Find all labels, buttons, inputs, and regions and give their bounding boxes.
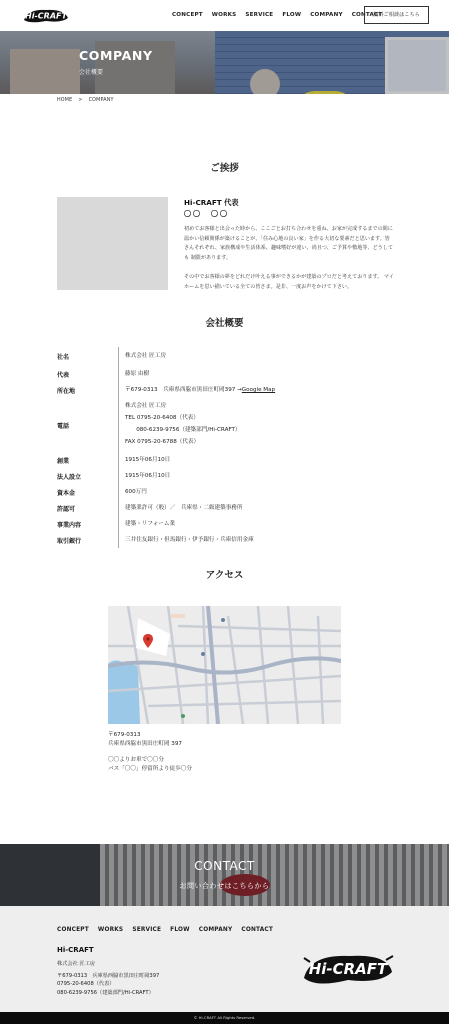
- table-row: [57, 347, 397, 366]
- row-label: 代表: [57, 366, 119, 382]
- directions-bus: バス「〇〇」停留所より徒歩〇分: [108, 765, 192, 772]
- footer-nav: [57, 927, 282, 933]
- footer-tel: 0795-20-6408（代表）: [57, 981, 115, 988]
- footer-brand: Hi-CRAFT: [57, 946, 94, 954]
- row-label: 創業: [57, 452, 119, 468]
- greeting-paragraph: その中でお客様の夢をどれだけ叶える事ができるかが建築のプロだと考えております。 マイホームを思い描いている全ての皆さま。是非、一度お声をかけて下さい。: [184, 273, 394, 290]
- row-value-line: 1915年06月10日: [125, 457, 171, 463]
- address-line: 兵庫県西脇市黒田庄町岡 397: [108, 740, 182, 747]
- row-value: [119, 484, 147, 500]
- table-row: [57, 398, 397, 452]
- greeting-body: [184, 225, 394, 302]
- nav-contact[interactable]: CONTACT: [351, 12, 383, 18]
- row-value: [119, 398, 241, 452]
- nav-works[interactable]: WORKS: [211, 12, 237, 18]
- row-value-line: 株式会社 匠工房: [125, 403, 166, 409]
- access-heading: アクセス: [205, 570, 244, 581]
- representative-photo: [57, 197, 168, 290]
- svg-text:Hi-CRAFT: Hi-CRAFT: [308, 960, 388, 978]
- breadcrumb-home[interactable]: HOME: [57, 98, 73, 103]
- free-consult-button[interactable]: 無料ご相談はこちら: [364, 6, 429, 24]
- postal-code: 〒679-0313: [108, 732, 141, 738]
- footer-company-info: [57, 960, 159, 997]
- access-address: [108, 731, 192, 773]
- breadcrumb-separator: >: [78, 98, 83, 103]
- greeting-heading: ご挨拶: [210, 163, 239, 174]
- row-label: 事業内容: [57, 516, 119, 532]
- table-row: [57, 516, 397, 532]
- page-title: COMPANY: [79, 48, 153, 63]
- table-row: [57, 484, 397, 500]
- site-header: [0, 0, 449, 31]
- hero-banner: [0, 31, 449, 94]
- page-subtitle: 会社概要: [79, 69, 104, 76]
- directions-car: 〇〇よりお車で〇〇分: [108, 757, 164, 764]
- copyright: © Hi-CRAFT All Rights Reserved.: [0, 1012, 449, 1024]
- table-row: [57, 468, 397, 484]
- breadcrumb-current: COMPANY: [88, 98, 114, 103]
- main-nav: [172, 12, 391, 18]
- nav-flow[interactable]: FLOW: [282, 12, 302, 18]
- row-value-line: [125, 384, 275, 396]
- row-value-line: 藤原 由樹: [125, 371, 150, 377]
- contact-banner[interactable]: [0, 844, 449, 906]
- site-footer: [0, 906, 449, 1012]
- row-value-line: TEL 0795-20-6408（代表）: [125, 415, 199, 421]
- table-row: [57, 500, 397, 516]
- table-row: [57, 452, 397, 468]
- access-map[interactable]: [108, 606, 341, 724]
- footer-nav-flow[interactable]: FLOW: [170, 927, 190, 933]
- address-text: 〒679-0313 兵庫県西脇市黒田庄町岡397 →: [125, 387, 242, 393]
- hi-craft-logo[interactable]: [22, 6, 70, 24]
- nav-service[interactable]: SERVICE: [245, 12, 274, 18]
- row-label: 電話: [57, 398, 119, 452]
- row-value-line: 株式会社 匠工房: [125, 353, 166, 359]
- footer-nav-service[interactable]: SERVICE: [132, 927, 162, 933]
- row-value: [119, 468, 170, 484]
- footer-company-name: 株式会社 匠工房: [57, 961, 95, 967]
- row-value: [119, 516, 175, 532]
- hero-overlay: [0, 31, 449, 94]
- row-value: [119, 347, 166, 366]
- representative-title: Hi-CRAFT 代表: [184, 198, 239, 207]
- row-value: [119, 532, 254, 548]
- row-value-line: 600万円: [125, 489, 147, 495]
- footer-logo[interactable]: [300, 948, 396, 988]
- row-value-line: 建築業許可（般）／ 兵庫県・二級建築事務所: [125, 505, 243, 511]
- row-value-line: 建築・リフォーム業: [125, 521, 176, 527]
- row-label: 所在地: [57, 382, 119, 398]
- nav-concept[interactable]: CONCEPT: [172, 12, 203, 18]
- row-value-line: 1915年06月10日: [125, 473, 171, 479]
- row-label: 取引銀行: [57, 532, 119, 548]
- row-value-line: 三井住友銀行・但馬銀行・伊予銀行・兵庫信用金庫: [125, 537, 254, 543]
- row-value: [119, 500, 242, 516]
- map-graphic: [108, 606, 341, 724]
- row-label: 許認可: [57, 500, 119, 516]
- row-value: [119, 452, 170, 468]
- greeting-paragraph: 初めてお客様と出会った時から、ここごとお打ち合わせを重ね、お家が完成するまでの間に 温かい信頼関係が築けることが、「住み心地の良い家」を作る大切な要素だと思います。皆さんそれぞれ、家族構成や生活体系、趣味嗜好が違い、尚且つ、ご予算や敷地等、どうしても 制限があります。: [184, 226, 393, 261]
- row-label: 社名: [57, 347, 119, 366]
- row-value-line: 080-6239-9756（建築部門/Hi-CRAFT）: [125, 427, 241, 433]
- company-heading: 会社概要: [205, 318, 244, 329]
- footer-nav-contact[interactable]: CONTACT: [241, 927, 273, 933]
- table-row: [57, 532, 397, 548]
- row-label: 資本金: [57, 484, 119, 500]
- footer-address: 〒679-0313 兵庫県西脇市黒田庄町岡397: [57, 973, 160, 980]
- company-info-table: [57, 347, 397, 548]
- footer-tel: 080-6239-9756（建築部門/Hi-CRAFT）: [57, 989, 154, 996]
- row-label: 法人設立: [57, 468, 119, 484]
- footer-nav-company[interactable]: COMPANY: [198, 927, 233, 933]
- nav-company[interactable]: COMPANY: [310, 12, 343, 18]
- row-value: [119, 382, 275, 398]
- banner-overlay: [0, 844, 449, 906]
- google-map-link[interactable]: Google Map: [241, 387, 276, 393]
- svg-text:Hi-CRAFT: Hi-CRAFT: [25, 11, 67, 21]
- row-value-line: FAX 0795-20-6788（代表）: [125, 439, 200, 445]
- row-value: [119, 366, 149, 382]
- footer-nav-works[interactable]: WORKS: [97, 927, 124, 933]
- table-row: [57, 382, 397, 398]
- footer-nav-concept[interactable]: CONCEPT: [57, 927, 89, 933]
- contact-title: CONTACT: [194, 859, 255, 873]
- contact-subtitle: お問い合わせはこちらから: [179, 882, 270, 890]
- breadcrumb: [57, 98, 120, 103]
- table-row: [57, 366, 397, 382]
- representative-name: 〇〇 〇〇: [184, 210, 229, 218]
